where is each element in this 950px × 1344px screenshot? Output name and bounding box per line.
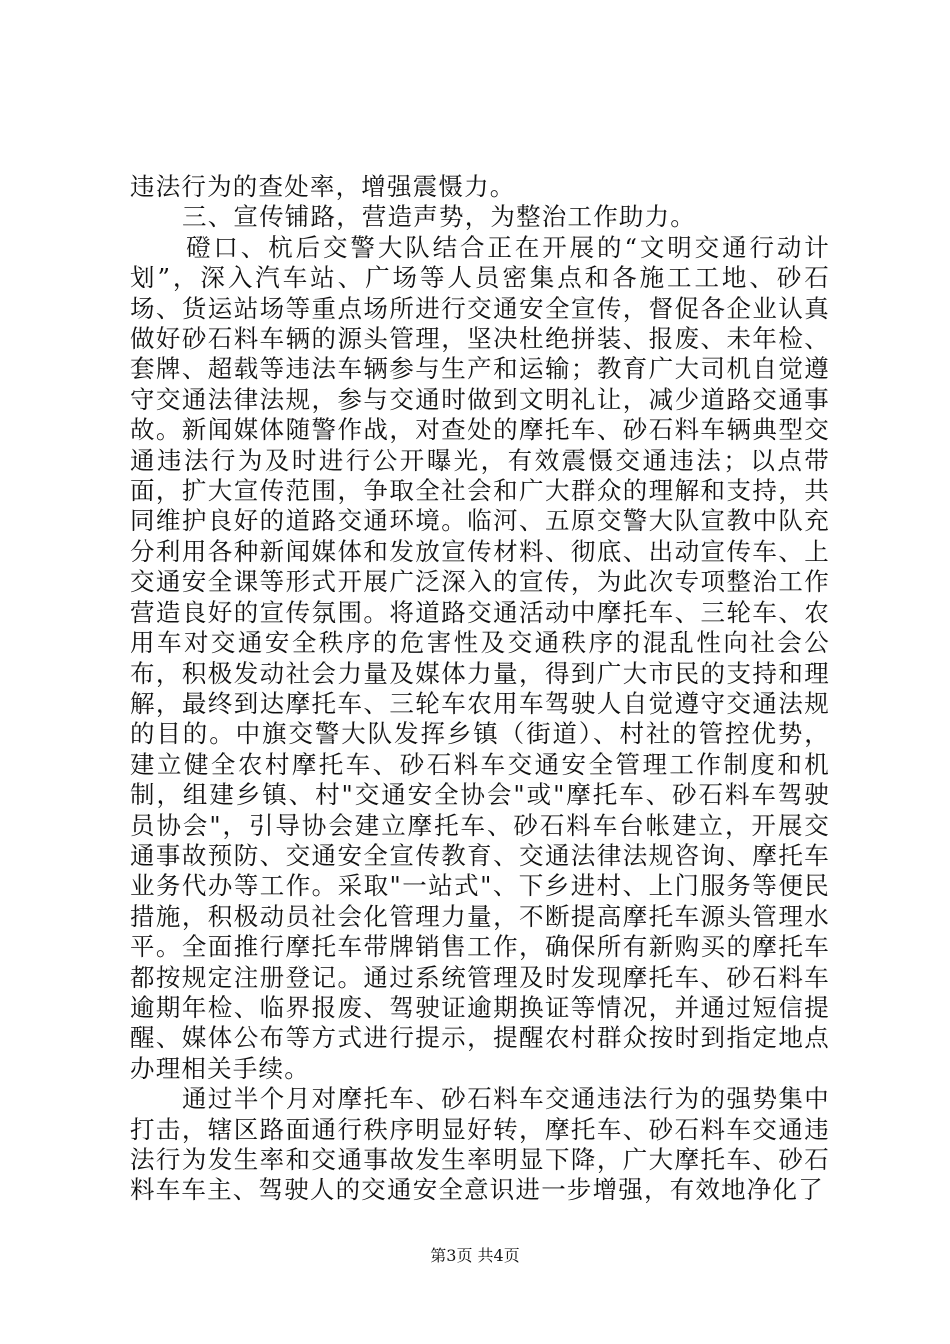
paragraph-publicity: 磴口、杭后交警大队结合正在开展的“文明交通行动计划”，深入汽车站、广场等人员密集点和各施工工地、砂石场、货运站场等重点场所进行交通安全宣传，督促各企业认真做好砂石料车辆的源头管理，坚决杜绝拼装、报废、未年检、套牌、超载等违法车辆参与生产和运输；教育广大司机自觉遵守交通法律法规，参与交通时做到文明礼让，减少道路交通事故。新闻媒体随警作战，对查处的摩托车、砂石料车辆典型交通违法行为及时进行公开曝光，有效震慑交通违法；以点带面，扩大宣传范围，争取全社会和广大群众的理解和支持，共同维护良好的道路交通环境。临河、五原交警大队宣教中队充分利用各种新闻媒体和发放宣传材料、彻底、出动宣传车、上交通安全课等形式开展广泛深入的宣传，为此次专项整治工作营造良好的宣传氛围。将道路交通活动中摩托车、三轮车、农用车对交通安全秩序的危害性及交通秩序的混乱性向社会公布，积极发动社会力量及媒体力量，得到广大市民的支持和理解，最终到达摩托车、三轮车农用车驾驶人自觉遵守交通法规的目的。中旗交警大队发挥乡镇（街道）、村社的管控优势，建立健全农村摩托车、砂石料车交通安全管理工作制度和机制，组建乡镇、村"交通安全协会"或"摩托车、砂石料车驾驶员协会"，引导协会建立摩托车、砂石料车台帐建立，开展交通事故预防、交通安全宣传教育、交通法律法规咨询、摩托车业务代办等工作。采取"一站式"、下乡进村、上门服务等便民措施，积极动员社会化管理力量，不断提高摩托车源头管理水平。全面推行摩托车带牌销售工作，确保所有新购买的摩托车都按规定注册登记。通过系统管理及时发现摩托车、砂石料车逾期年检、临界报废、驾驶证逾期换证等情况，并通过短信提醒、媒体公布等方式进行提示，提醒农村群众按时到指定地点办理相关手续。 [130,232,830,1083]
paragraph-results: 通过半个月对摩托车、砂石料车交通违法行为的强势集中打击，辖区路面通行秩序明显好转，摩托车、砂石料车交通违法行为发生率和交通事故发生率明显下降，广大摩托车、砂石料车车主、驾驶人的交通安全意识进一步增强，有效地净化了 [130,1084,830,1205]
page-number-footer: 第3页 共4页 [430,1246,520,1265]
section-heading: 三、宣传铺路，营造声势，为整治工作助力。 [182,202,696,232]
paragraph-continuation: 违法行为的查处率，增强震慑力。 [130,172,516,201]
body-text [130,172,830,1206]
